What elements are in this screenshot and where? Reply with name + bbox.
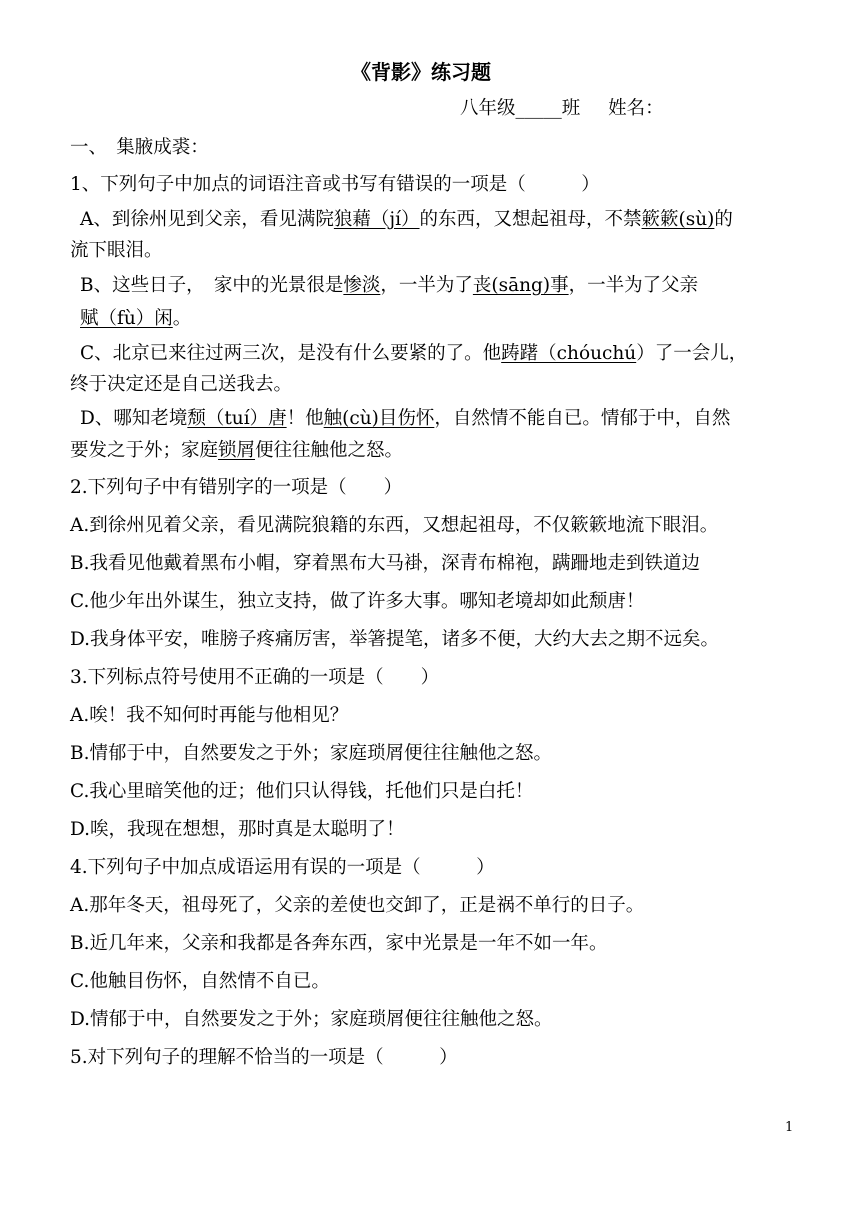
question-3-option-a: A.唉！我不知何时再能与他相见？ xyxy=(70,705,349,726)
question-4-option-d: D.情郁于中，自然要发之于外；家庭琐屑便往往触他之怒。 xyxy=(70,1009,553,1030)
question-2-option-d: D.我身体平安，唯膀子疼痛厉害，举箸提笔，诸多不便，大约大去之期不远矣。 xyxy=(70,629,720,650)
underlined-word: 颓（tuí）唐 xyxy=(187,408,287,429)
grade-label: 八年级 xyxy=(460,98,516,119)
question-1-option-b xyxy=(80,273,698,299)
question-1-option-d xyxy=(80,406,730,432)
question-1-option-a-cont: 流下眼泪。 xyxy=(70,240,163,261)
class-label: 班 xyxy=(561,98,581,119)
text: ）了一会儿， xyxy=(636,343,748,364)
text: 要发之于外；家庭 xyxy=(70,440,219,461)
underlined-word: 簌簌(sù) xyxy=(641,209,715,230)
class-blank: _____ xyxy=(515,98,562,119)
underlined-word: 狼藉（jí） xyxy=(333,209,420,230)
underlined-word: 触(cù)目伤怀 xyxy=(323,408,435,429)
question-1-stem: 1、下列句子中加点的词语注音或书写有错误的一项是（ ） xyxy=(70,174,600,195)
question-2-option-c: C.他少年出外谋生，独立支持，做了许多大事。哪知老境却如此颓唐！ xyxy=(70,591,645,612)
text: 的 xyxy=(714,209,733,230)
question-2-option-a: A.到徐州见着父亲，看见满院狼籍的东西，又想起祖母，不仅簌簌地流下眼泪。 xyxy=(70,515,719,536)
text: 的东西，又想起祖母，不禁 xyxy=(419,209,642,230)
question-2-option-b: B.我看见他戴着黑布小帽，穿着黑布大马褂，深青布棉袍，蹒跚地走到铁道边 xyxy=(70,553,700,574)
question-3-stem: 3.下列标点符号使用不正确的一项是（ ） xyxy=(70,667,440,688)
underlined-word: 丧(sāng)事 xyxy=(472,275,569,296)
page-title: 《背影》练习题 xyxy=(351,60,491,84)
underlined-word: 锁屑 xyxy=(218,440,256,461)
student-info xyxy=(460,96,664,122)
text: D、哪知老境 xyxy=(80,408,188,429)
question-3-option-c: C.我心里暗笑他的迂；他们只认得钱，托他们只是白托！ xyxy=(70,781,534,802)
underlined-word: 惨淡 xyxy=(343,275,381,296)
question-3-option-d: D.唉，我现在想想，那时真是太聪明了！ xyxy=(70,819,405,840)
question-1-option-c xyxy=(80,341,747,367)
text: B、这些日子， 家中的光景很是 xyxy=(80,275,344,296)
page-number: 1 xyxy=(785,1120,794,1135)
underlined-word: 踌躇（chóuchú xyxy=(501,343,637,364)
question-1-option-a xyxy=(80,207,733,233)
question-4-option-c: C.他触目伤怀，自然情不自已。 xyxy=(70,971,330,992)
underlined-word: 赋（fù）闲 xyxy=(80,308,173,329)
text: 。 xyxy=(172,308,192,329)
question-2-stem: 2.下列句子中有错别字的一项是（ ） xyxy=(70,477,403,498)
section-heading: 一、 集腋成裘： xyxy=(70,137,209,158)
question-3-option-b: B.情郁于中，自然要发之于外；家庭琐屑便往往触他之怒。 xyxy=(70,743,552,764)
text: ！他 xyxy=(286,408,324,429)
question-4-option-b: B.近几年来，父亲和我都是各奔东西，家中光景是一年不如一年。 xyxy=(70,933,608,954)
text: ，一半为了父亲 xyxy=(568,275,699,296)
text: ，一半为了 xyxy=(380,275,473,296)
name-label: 姓名： xyxy=(608,98,664,119)
question-5-stem: 5.对下列句子的理解不恰当的一项是（ ） xyxy=(70,1047,458,1068)
question-1-option-c-cont: 终于决定还是自己送我去。 xyxy=(70,374,293,395)
question-4-stem: 4.下列句子中加点成语运用有误的一项是（ ） xyxy=(70,857,495,878)
question-1-option-b-cont xyxy=(80,306,191,332)
question-1-option-d-cont xyxy=(70,438,403,464)
text: 便往往触他之怒。 xyxy=(255,440,404,461)
text: A、到徐州见到父亲，看见满院 xyxy=(80,209,334,230)
question-4-option-a: A.那年冬天，祖母死了，父亲的差使也交卸了，正是祸不单行的日子。 xyxy=(70,895,645,916)
text: ，自然情不能自已。情郁于中，自然 xyxy=(434,408,731,429)
text: C、北京已来往过两三次，是没有什么要紧的了。他 xyxy=(80,343,502,364)
